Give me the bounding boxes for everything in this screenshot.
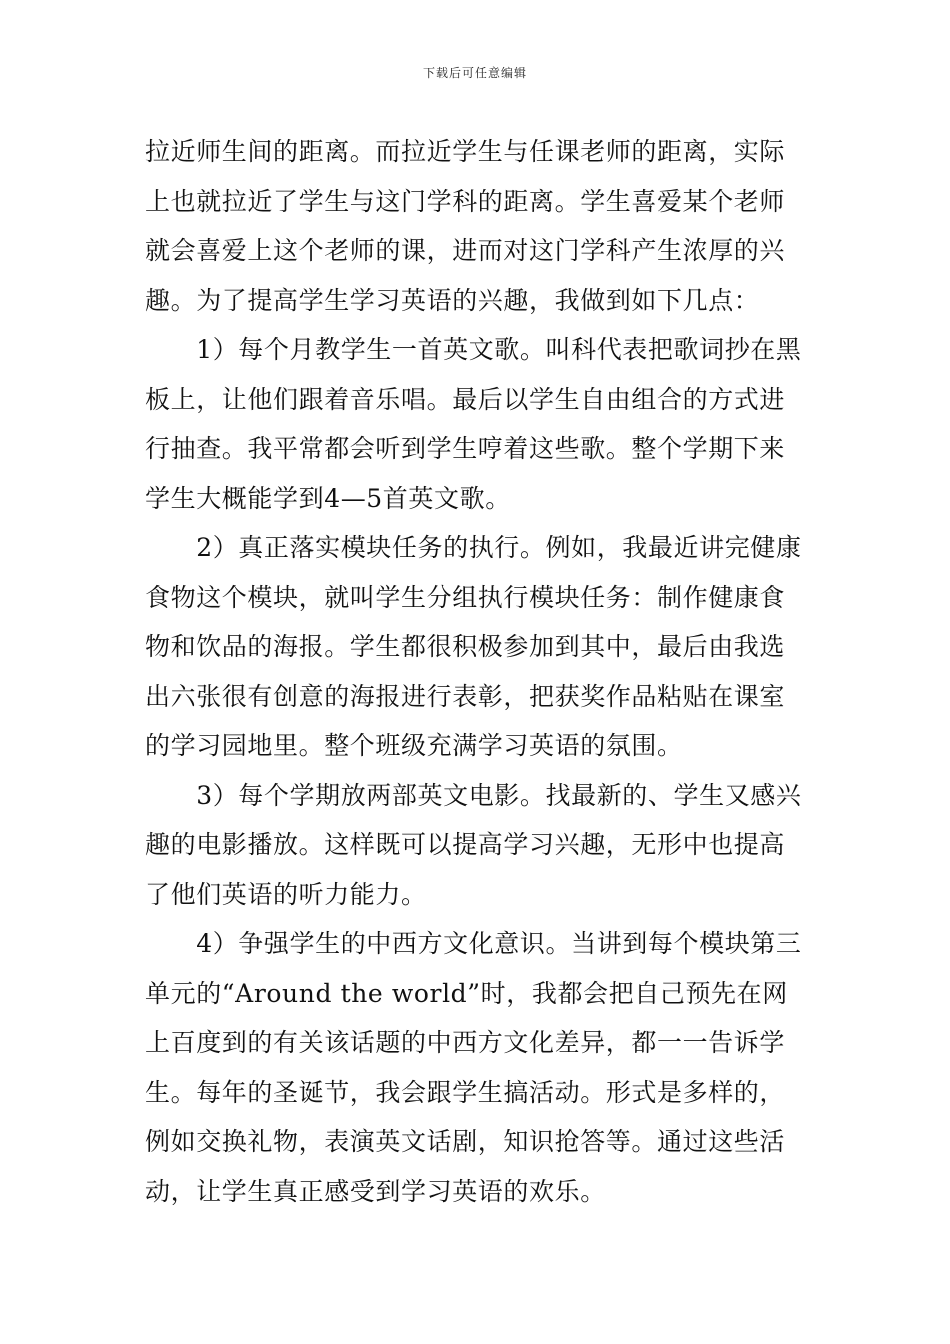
text-line: 生。每年的圣诞节，我会跟学生搞活动。形式是多样的， [145,1077,786,1107]
text-line: 学生大概能学到4—5首英文歌。 [145,483,511,513]
text-line: 了他们英语的听力能力。 [145,879,427,909]
text-line: 食物这个模块，就叫学生分组执行模块任务：制作健康食 [145,582,786,612]
page-header: 下载后可任意编辑 [422,66,527,80]
text-line: 2）真正落实模块任务的执行。例如，我最近讲完健康 [145,533,802,562]
text-line: 板上，让他们跟着音乐唱。最后以学生自由组合的方式进 [145,384,786,414]
text-line: 动，让学生真正感受到学习英语的欢乐。 [145,1176,606,1206]
text-line: 上也就拉近了学生与这门学科的距离。学生喜爱某个老师 [145,186,786,216]
text-line: 4）争强学生的中西方文化意识。当讲到每个模块第三 [145,929,802,958]
text-line: 物和饮品的海报。学生都很积极参加到其中，最后由我选 [145,632,786,661]
text-line: 的学习园地里。整个班级充满学习英语的氛围。 [145,731,683,760]
text-line: 上百度到的有关该话题的中西方文化差异，都一一告诉学 [145,1028,786,1057]
text-line: 例如交换礼物，表演英文话剧，知识抢答等。通过这些活 [145,1127,786,1156]
text-line: 行抽查。我平常都会听到学生哼着这些歌。整个学期下来 [145,434,786,463]
text-line: 3）每个学期放两部英文电影。找最新的、学生又感兴 [145,780,802,810]
text-line: 单元的“Around the world”时，我都会把自己预先在网 [145,978,788,1008]
text-line: 拉近师生间的距离。而拉近学生与任课老师的距离，实际 [145,137,786,166]
text-line: 趣。为了提高学生学习英语的兴趣，我做到如下几点： [145,285,760,315]
text-line: 趣的电影播放。这样既可以提高学习兴趣，无形中也提高 [145,830,786,859]
text-line: 1）每个月教学生一首英文歌。叫科代表把歌词抄在黑 [145,335,802,364]
text-line: 就会喜爱上这个老师的课，进而对这门学科产生浓厚的兴 [145,236,786,265]
text-line: 出六张很有创意的海报进行表彰，把获奖作品粘贴在课室 [145,681,786,711]
document-body [145,127,810,1216]
